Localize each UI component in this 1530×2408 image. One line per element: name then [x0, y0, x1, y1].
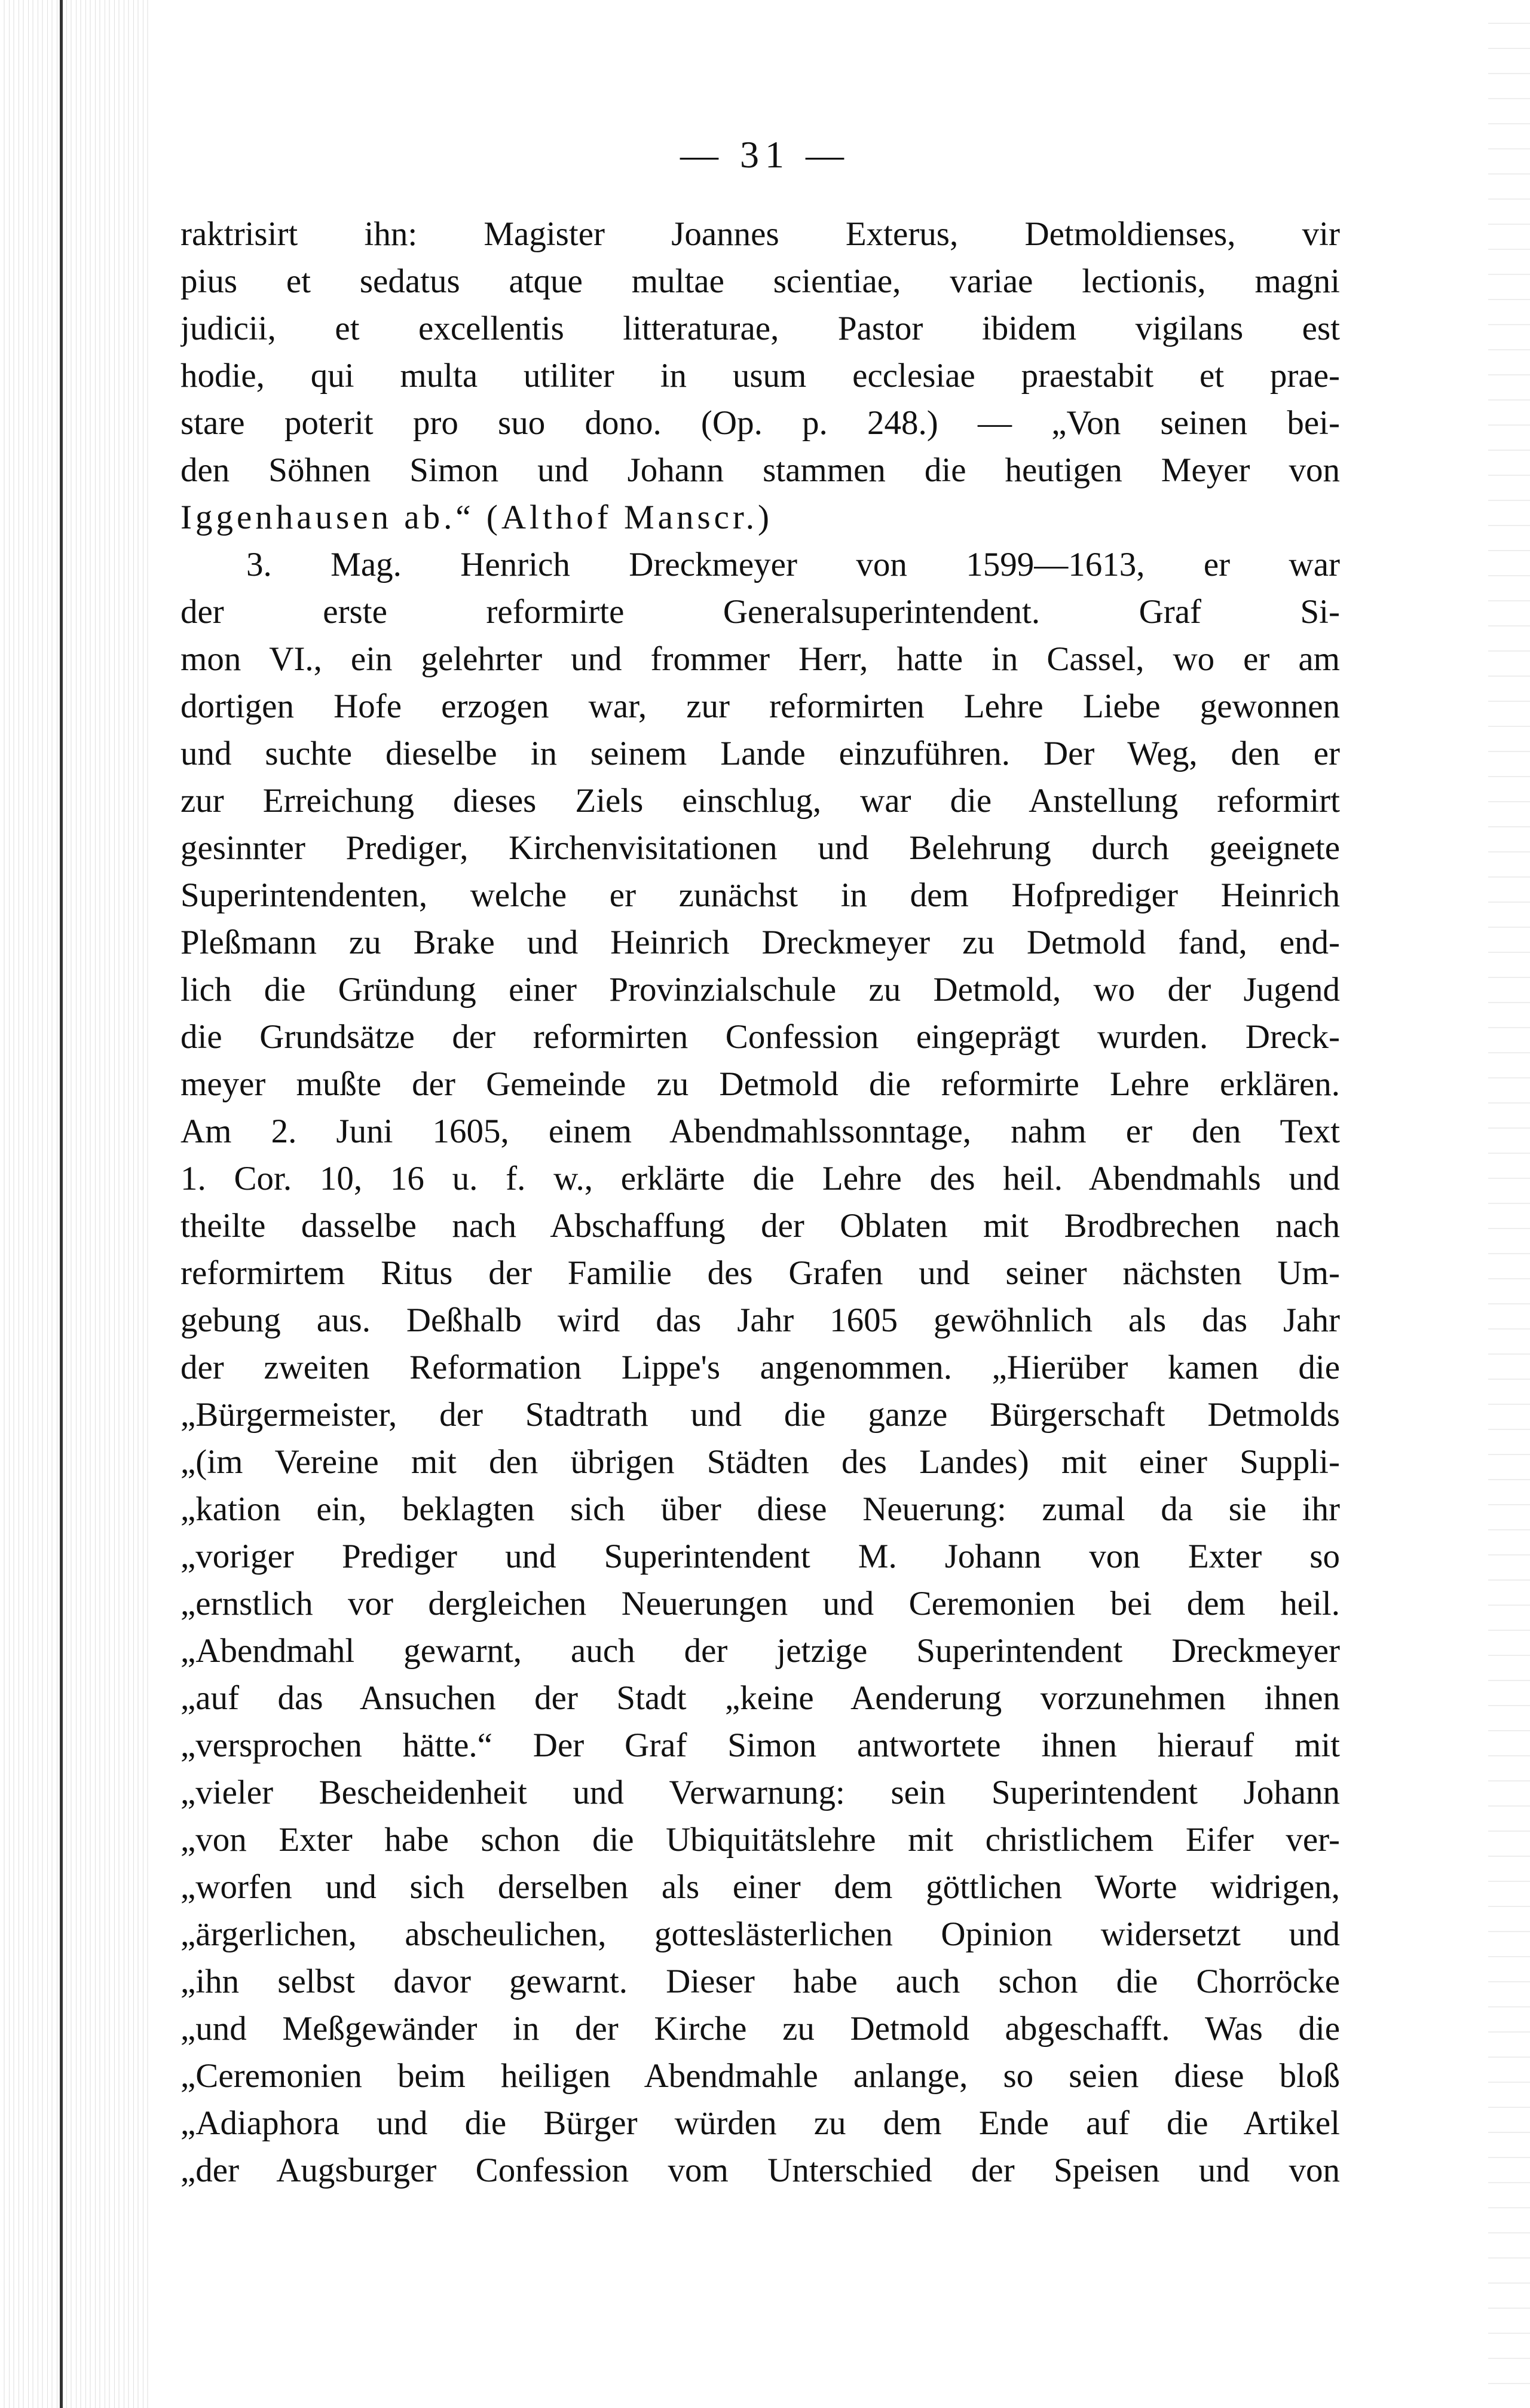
- text-line: mon VI., ein gelehrter und frommer Herr, hatte in Cassel, wo er am: [180, 640, 1340, 678]
- text-line: raktrisirt ihn: Magister Joannes Exterus, Detmoldienses, vir: [180, 215, 1340, 253]
- text-line: „ärgerlichen, abscheulichen, gotteslästerlichen Opinion widersetzt und: [180, 1915, 1340, 1953]
- binding-line: [60, 0, 63, 2408]
- scan-edge-shadow: [0, 0, 149, 2408]
- text-line: „ihn selbst davor gewarnt. Dieser habe auch schon die Chorröcke: [180, 1963, 1340, 2000]
- page-number: — 31 —: [680, 133, 850, 176]
- text-line: gebung aus. Deßhalb wird das Jahr 1605 gewöhnlich als das Jahr: [180, 1301, 1340, 1339]
- text-line: „Bürgermeister, der Stadtrath und die ganze Bürgerschaft Detmolds: [180, 1396, 1340, 1434]
- text-line: „der Augsburger Confession vom Unterschied der Speisen und von: [180, 2152, 1340, 2189]
- text-line: „worfen und sich derselben als einer dem göttlichen Worte widrigen,: [180, 1868, 1340, 1906]
- text-line: der erste reformirte Generalsuperintendent. Graf Si-: [180, 593, 1340, 631]
- text-line: „kation ein, beklagten sich über diese Neuerung: zumal da sie ihr: [180, 1490, 1340, 1528]
- text-line: theilte dasselbe nach Abschaffung der Oblaten mit Brodbrechen nach: [180, 1207, 1340, 1245]
- text-line: Pleßmann zu Brake und Heinrich Dreckmeyer zu Detmold fand, end-: [180, 924, 1340, 961]
- text-line: „und Meßgewänder in der Kirche zu Detmold abgeschafft. Was die: [180, 2010, 1340, 2048]
- text-line: „Adiaphora und die Bürger würden zu dem Ende auf die Artikel: [180, 2104, 1340, 2142]
- text-line: die Grundsätze der reformirten Confession eingeprägt wurden. Dreck-: [180, 1018, 1340, 1056]
- text-line: „voriger Prediger und Superintendent M. Johann von Exter so: [180, 1538, 1340, 1575]
- text-line: den Söhnen Simon und Johann stammen die heutigen Meyer von: [180, 451, 1340, 489]
- text-line: und suchte dieselbe in seinem Lande einzuführen. Der Weg, den er: [180, 735, 1340, 772]
- text-line: „ernstlich vor dergleichen Neuerungen und Ceremonien bei dem heil.: [180, 1585, 1340, 1622]
- text-line: „von Exter habe schon die Ubiquitätslehre mit christlichem Eifer ver-: [180, 1821, 1340, 1859]
- page-body-text: [180, 210, 1340, 2194]
- text-line: pius et sedatus atque multae scientiae, variae lectionis, magni: [180, 262, 1340, 300]
- text-line: stare poterit pro suo dono. (Op. p. 248.) — „Von seinen bei-: [180, 404, 1340, 442]
- text-line: „vieler Bescheidenheit und Verwarnung: sein Superintendent Johann: [180, 1774, 1340, 1811]
- text-line: Iggenhausen ab.“ (Althof Manscr.): [180, 499, 773, 536]
- text-line: lich die Gründung einer Provinzialschule zu Detmold, wo der Jugend: [180, 971, 1340, 1009]
- text-line: reformirtem Ritus der Familie des Grafen und seiner nächsten Um-: [180, 1254, 1340, 1292]
- text-line: zur Erreichung dieses Ziels einschlug, war die Anstellung reformirt: [180, 782, 1340, 820]
- text-line: judicii, et excellentis litteraturae, Pastor ibidem vigilans est: [180, 310, 1340, 347]
- text-line: dortigen Hofe erzogen war, zur reformirten Lehre Liebe gewonnen: [180, 687, 1340, 725]
- text-line: 1. Cor. 10, 16 u. f. w., erklärte die Lehre des heil. Abendmahls und: [180, 1160, 1340, 1197]
- text-line: der zweiten Reformation Lippe's angenommen. „Hierüber kamen die: [180, 1349, 1340, 1386]
- text-line: „Ceremonien beim heiligen Abendmahle anlange, so seien diese bloß: [180, 2057, 1340, 2095]
- text-line: „Abendmahl gewarnt, auch der jetzige Superintendent Dreckmeyer: [180, 1632, 1340, 1670]
- scan-right-edge: [1488, 0, 1530, 2408]
- text-line: meyer mußte der Gemeinde zu Detmold die reformirte Lehre erklären.: [180, 1065, 1340, 1103]
- text-line: gesinnter Prediger, Kirchenvisitationen und Belehrung durch geeignete: [180, 829, 1340, 867]
- text-line: Superintendenten, welche er zunächst in dem Hofprediger Heinrich: [180, 876, 1340, 914]
- text-line: „versprochen hätte.“ Der Graf Simon antwortete ihnen hierauf mit: [180, 1726, 1340, 1764]
- text-line: hodie, qui multa utiliter in usum ecclesiae praestabit et prae-: [180, 357, 1340, 395]
- text-line: „auf das Ansuchen der Stadt „keine Aenderung vorzunehmen ihnen: [180, 1679, 1340, 1717]
- text-line: 3. Mag. Henrich Dreckmeyer von 1599—1613, er war: [246, 546, 1340, 583]
- text-line: „(im Vereine mit den übrigen Städten des Landes) mit einer Suppli-: [180, 1443, 1340, 1481]
- text-line: Am 2. Juni 1605, einem Abendmahlssonntage, nahm er den Text: [180, 1113, 1340, 1150]
